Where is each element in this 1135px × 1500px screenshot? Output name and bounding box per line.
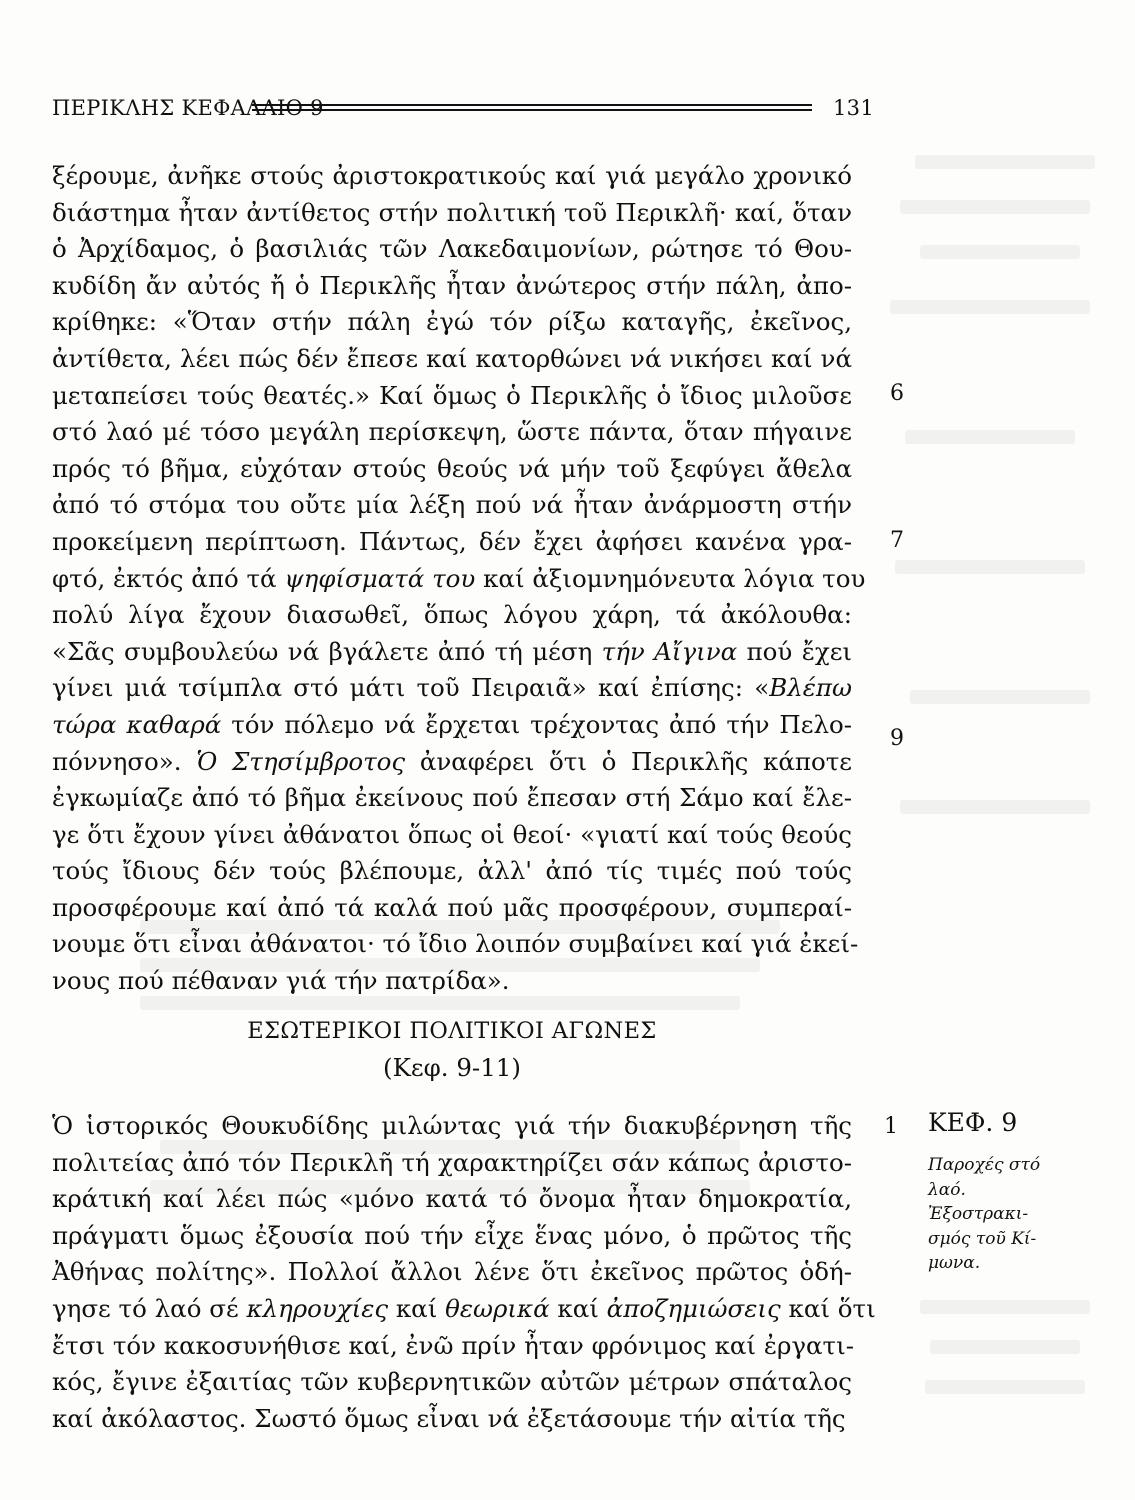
paragraph-2-line: πολιτείας ἀπό τόν Περικλῆ τή χαρακτηρίζει σάν κάπως ἀριστο- xyxy=(52,1147,852,1177)
bleed-through-mark xyxy=(890,300,1090,314)
bleed-through-mark xyxy=(915,155,1095,169)
bleed-through-mark xyxy=(925,1380,1085,1394)
bleed-through-mark xyxy=(910,690,1090,704)
margin-note-line: Ἐξοστρακι- xyxy=(928,1204,1029,1224)
paragraph-1-line: γίνει μιά τσίμπλα στό μάτι τοῦ Πειραιᾶ» καί ἐπίσης: «Βλέπω xyxy=(52,673,852,703)
paragraph-1-line: μεταπείσει τούς θεατές.» Καί ὅμως ὁ Περικλῆς ὁ ἴδιος μιλοῦσε xyxy=(52,380,852,410)
bleed-through-mark xyxy=(900,200,1090,214)
bleed-through-mark xyxy=(905,430,1075,444)
italic-term: τώρα καθαρά xyxy=(52,709,222,739)
paragraph-1-line: ξέρουμε, ἀνῆκε στούς ἀριστοκρατικούς καί γιά μεγάλο χρονικό xyxy=(52,161,852,190)
paragraph-1-line: «Σᾶς συμβουλεύω νά βγάλετε ἀπό τή μέση τήν Αἴγινα πού ἔχει xyxy=(52,636,852,666)
margin-summary-note xyxy=(928,1153,1048,1276)
paragraph-2-line: ἔτσι τόν κακοσυνήθισε καί, ἐνῶ πρίν ἦταν φρόνιμος καί ἐργατι- xyxy=(52,1330,854,1360)
italic-term: θεωρικά xyxy=(445,1293,550,1323)
paragraph-2-line: Ὁ ἱστορικός Θουκυδίδης μιλώντας γιά τήν διακυβέρνηση τῆς xyxy=(52,1111,852,1140)
paragraph-1-line: γε ὅτι ἔχουν γίνει ἀθάνατοι ὅπως οἱ θεοί· «γιατί καί τούς θεούς xyxy=(52,819,852,849)
paragraph-2-line: Ἀθήνας πολίτης». Πολλοί ἄλλοι λένε ὅτι ἐκεῖνος πρῶτος ὁδή- xyxy=(52,1257,852,1287)
paragraph-2-line: πράγματι ὅμως ἐξουσία πού τήν εἶχε ἕνας μόνο, ὁ πρῶτος τῆς xyxy=(52,1220,852,1250)
line-number-1: 1 xyxy=(884,1114,898,1139)
italic-term: Ὁ Στησίμβροτος xyxy=(196,746,406,776)
margin-note-line: Παροχές στό xyxy=(928,1155,1041,1175)
page-number: 131 xyxy=(833,96,874,120)
paragraph-1-line: πρός τό βῆμα, εὐχόταν στούς θεούς νά μήν τοῦ ξεφύγει ἄθελα xyxy=(52,453,852,483)
paragraph-1-line: ἀπό τό στόμα του οὔτε μία λέξη πού νά ἦταν ἀνάρμοστη στήν xyxy=(52,490,852,520)
paragraph-1-line: νους πού πέθαναν γιά τήν πατρίδα». xyxy=(52,966,510,996)
bleed-through-mark xyxy=(895,560,1085,574)
paragraph-1-line: πολύ λίγα ἔχουν διασωθεῖ, ὅπως λόγου χάρη, τά ἀκόλουθα: xyxy=(52,600,852,630)
paragraph-1-line: διάστημα ἦταν ἀντίθετος στήν πολιτική τοῦ Περικλῆ· καί, ὅταν xyxy=(52,197,852,227)
paragraph-2-line: κός, ἔγινε ἐξαιτίας τῶν κυβερνητικῶν αὐτῶν μέτρων σπάταλος xyxy=(52,1367,852,1397)
section-title: ΕΣΩΤΕΡΙΚΟΙ ΠΟΛΙΤΙΚΟΙ ΑΓΩΝΕΣ xyxy=(247,1018,657,1044)
running-header xyxy=(52,96,874,126)
paragraph-1-line: τώρα καθαρά τόν πόλεμο νά ἔρχεται τρέχοντας ἀπό τήν Πελο- xyxy=(52,709,853,739)
line-number-6: 6 xyxy=(890,381,904,406)
running-header-title: ΠΕΡΙΚΛΗΣ ΚΕΦΑΛΑΙΟ 9 xyxy=(52,96,324,120)
paragraph-1-line: ἀντίθετα, λέει πώς δέν ἔπεσε καί κατορθώνει νά νικήσει καί νά xyxy=(52,343,852,373)
paragraph-1-line: στό λαό μέ τόσο μεγάλη περίσκεψη, ὥστε πάντα, ὅταν πήγαινε xyxy=(52,417,852,447)
bleed-through-mark xyxy=(920,1300,1090,1314)
paragraph-2-line: γησε τό λαό σέ κληρουχίες καί θεωρικά καί ἀποζημιώσεις καί ὅτι xyxy=(52,1293,876,1323)
paragraph-1-line: προκείμενη περίπτωση. Πάντως, δέν ἔχει ἀφήσει κανένα γρα- xyxy=(52,526,852,556)
paragraph-1-line: προσφέρουμε καί ἀπό τά καλά πού μᾶς προσφέρουν, συμπεραί- xyxy=(52,892,852,922)
paragraph-1-line: πόννησο». Ὁ Στησίμβροτος ἀναφέρει ὅτι ὁ Περικλῆς κάποτε xyxy=(52,746,852,776)
paragraph-1-line: φτό, ἐκτός ἀπό τά ψηφίσματά του καί ἀξιομνημόνευτα λόγια του xyxy=(52,563,866,593)
italic-term: Βλέπω xyxy=(769,673,852,703)
italic-term: ψηφίσματά του xyxy=(284,563,476,593)
bleed-through-mark xyxy=(920,245,1080,259)
paragraph-2 xyxy=(52,1108,876,1437)
paragraph-1-line: ἐγκωμίαζε ἀπό τό βῆμα ἐκείνους πού ἔπεσαν στή Σάμο καί ἔλε- xyxy=(52,783,852,813)
paragraph-1-line: ὁ Ἀρχίδαμος, ὁ βασιλιάς τῶν Λακεδαιμονίων, ρώτησε τό Θου- xyxy=(52,234,852,264)
margin-note-line: λαό. xyxy=(928,1179,966,1200)
section-subtitle: (Κεφ. 9-11) xyxy=(383,1053,521,1082)
bleed-through-mark xyxy=(900,800,1090,814)
paragraph-1-line: κρίθηκε: «Ὅταν στήν πάλη ἐγώ τόν ρίξω καταγῆς, ἐκεῖνος, xyxy=(52,307,852,337)
italic-term: κληρουχίες xyxy=(246,1293,389,1323)
line-number-7: 7 xyxy=(890,528,904,553)
bleed-through-mark xyxy=(930,1340,1080,1354)
margin-note-line: σμός τοῦ Κί- xyxy=(928,1228,1037,1249)
italic-term: ἀποζημιώσεις xyxy=(606,1293,781,1323)
paragraph-1-line: νουμε ὅτι εἶναι ἀθάνατοι· τό ἴδιο λοιπόν συμβαίνει καί γιά ἐκεί- xyxy=(52,929,859,959)
paragraph-1-line: κυδίδη ἄν αὐτός ἤ ὁ Περικλῆς ἦταν ἀνώτερος στήν πάλη, ἀπο- xyxy=(52,270,852,300)
line-number-9: 9 xyxy=(890,726,904,751)
paragraph-1 xyxy=(52,158,866,1000)
header-rule xyxy=(252,104,812,111)
margin-chapter-heading: ΚΕΦ. 9 xyxy=(928,1108,1018,1137)
paragraph-1-line: τούς ἴδιους δέν τούς βλέπουμε, ἀλλ' ἀπό τίς τιμές πού τούς xyxy=(52,856,852,886)
italic-term: τήν Αἴγινα xyxy=(601,636,738,666)
paragraph-2-line: καί ἀκόλαστος. Σωστό ὅμως εἶναι νά ἐξετάσουμε τήν αἰτία τῆς xyxy=(52,1403,846,1433)
margin-note-line: μωνα. xyxy=(928,1253,981,1273)
paragraph-2-line: κράτική καί λέει πώς «μόνο κατά τό ὄνομα ἦταν δημοκρατία, xyxy=(52,1184,852,1214)
